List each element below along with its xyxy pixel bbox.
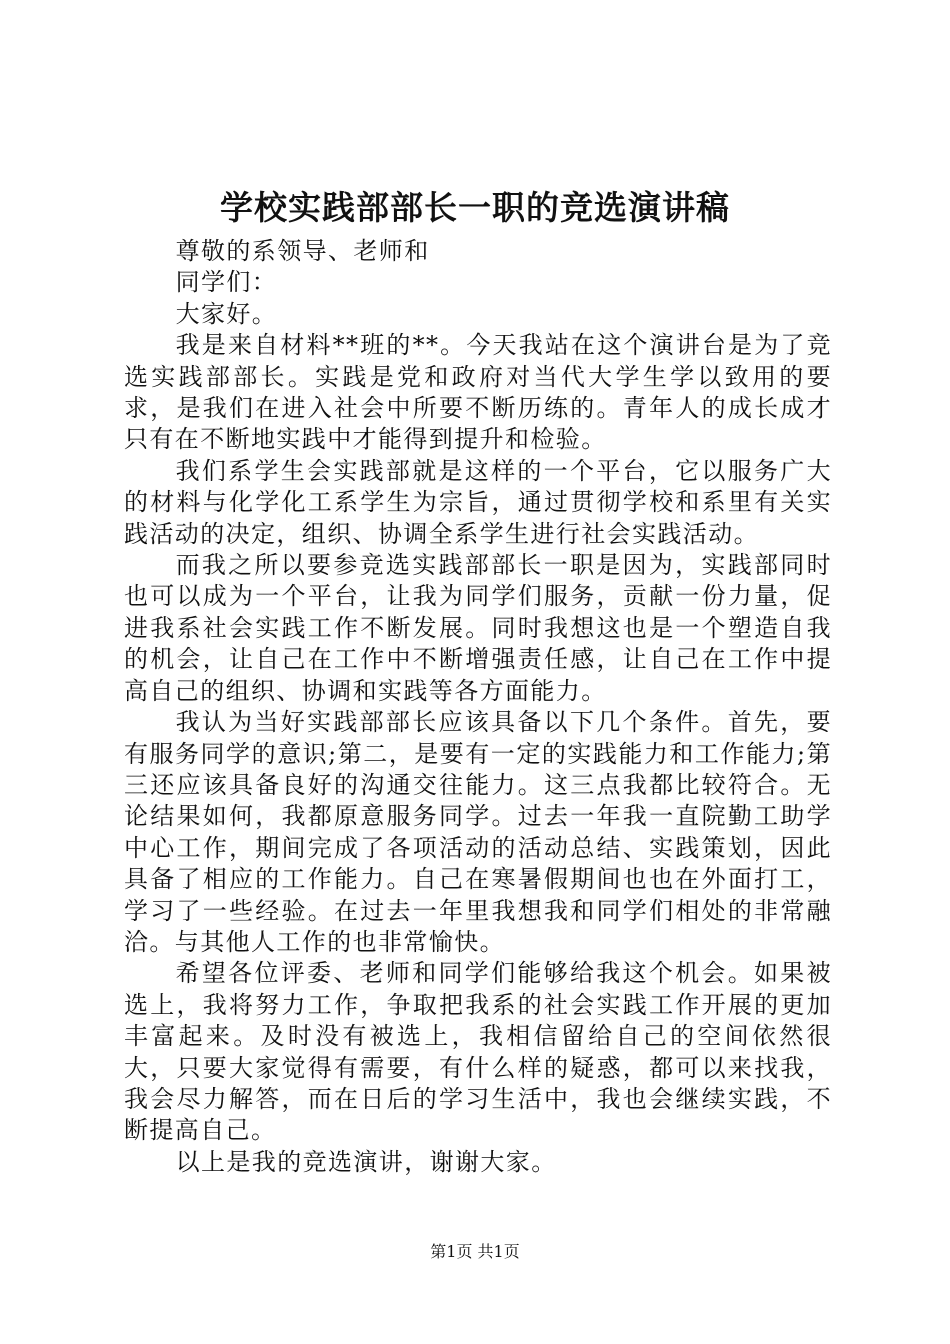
page-title: 学校实践部部长一职的竞选演讲稿 bbox=[220, 188, 730, 227]
page-number: 第1页 共1页 bbox=[430, 1242, 520, 1261]
paragraph: 我是来自材料**班的**。今天我站在这个演讲台是为了竞选实践部部长。实践是党和政府对当代大学生学以致用的要求，是我们在进入社会中所要不断历练的。青年人的成长成才只有在不断地实践中才能得到提升和检验。 bbox=[124, 331, 832, 454]
paragraph: 我认为当好实践部部长应该具备以下几个条件。首先，要有服务同学的意识;第二，是要有一定的实践能力和工作能力;第三还应该具备良好的沟通交往能力。这三点我都比较符合。无论结果如何，我都原意服务同学。过去一年我一直院勤工助学中心工作，期间完成了各项活动的活动总结、实践策划，因此具备了相应的工作能力。自己在寒暑假期间也也在外面打工，学习了一些经验。在过去一年里我想我和同学们相处的非常融洽。与其他人工作的也非常愉快。 bbox=[124, 708, 832, 956]
greeting-line: 大家好。 bbox=[175, 299, 278, 328]
salutation-line: 尊敬的系领导、老师和 bbox=[175, 237, 430, 265]
paragraph: 而我之所以要参竞选实践部部长一职是因为，实践部同时也可以成为一个平台，让我为同学们服务，贡献一份力量，促进我系社会实践工作不断发展。同时我想这也是一个塑造自我的机会，让自己在工作中不断增强责任感，让自己在工作中提高自己的组织、协调和实践等各方面能力。 bbox=[124, 551, 832, 705]
document-body bbox=[124, 236, 832, 1178]
paragraph: 我们系学生会实践部就是这样的一个平台，它以服务广大的材料与化学化工系学生为宗旨，通过贯彻学校和系里有关实践活动的决定，组织、协调全系学生进行社会实践活动。 bbox=[124, 456, 832, 548]
closing-paragraph: 以上是我的竞选演讲，谢谢大家。 bbox=[175, 1147, 557, 1176]
paragraph: 希望各位评委、老师和同学们能够给我这个机会。如果被选上，我将努力工作，争取把我系的社会实践工作开展的更加丰富起来。及时没有被选上，我相信留给自己的空间依然很大，只要大家觉得有需要，有什么样的疑惑，都可以来找我，我会尽力解答，而在日后的学习生活中，我也会继续实践，不断提高自己。 bbox=[124, 959, 832, 1145]
salutation-line: 同学们： bbox=[175, 268, 278, 297]
page-footer bbox=[0, 1240, 950, 1264]
